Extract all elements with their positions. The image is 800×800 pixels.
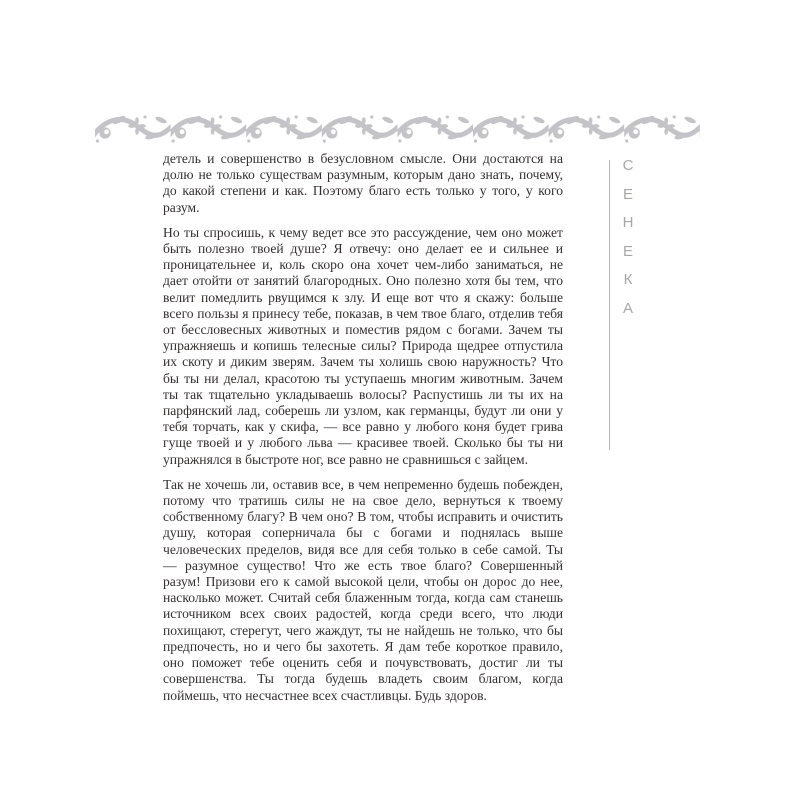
body-text <box>163 151 563 704</box>
ornament-pattern-fill <box>95 114 700 143</box>
side-title-letter: С <box>622 157 634 174</box>
side-title-letter: А <box>622 299 633 317</box>
body-paragraph: детель и совершенство в безусловном смысле. Они достаются на долю не только существам разумным, которым дано знать, почему, до какой степени и как. Поэтому благо есть только у того, у кого разум. <box>163 151 563 215</box>
side-title-letter: К <box>623 271 633 289</box>
side-title-letter: Н <box>622 214 634 232</box>
ornament-band <box>95 114 700 143</box>
body-paragraph: Но ты спросишь, к чему ведет все это рассуждение, чем оно может быть полезно твоей душе? Я отвечу: оно делает ее и сильнее и проницательнее и, коль скоро она хочет чем-либо заниматься, не дает отойти от занятий благородных. Оно полезно хотя бы тем, что велит помедлить рвущимся к злу. И еще вот что я скажу: больше всего пользы я принесу тебе, показав, в чем твое благо, отделив тебя от бессловесных животных и поместив рядом с богами. Зачем ты упражняешь и копишь телесные силы? Природа щедрее отпустила их скоту и диким зверям. Зачем ты холишь свою наружность? Что бы ты ни делал, красотою ты уступаешь многим животным. Зачем ты так тщательно укладываешь волосы? Распустишь ли ты их на парфянский лад, соберешь ли узлом, как германцы, будут ли они у тебя торчать, как у скифа, — все равно у любого коня будет грива гуще твоей и у любого льва — красивее твоей. Сколько бы ты ни упражнялся в быстроте ног, все равно не сравнишься с зайцем. <box>163 224 563 467</box>
side-title-letter: Е <box>622 242 633 260</box>
side-title-letter: Е <box>622 185 633 203</box>
body-paragraph: Так не хочешь ли, оставив все, в чем непременно будешь побежден, потому что тратишь силы не на свое дело, вернуться к твоему собственному благу? В чем оно? В том, чтобы исправить и очистить душу, которая соперничала бы с богами и поднялась выше человеческих пределов, видя все для себя только в себе самой. Ты — разумное существо! Что же есть твое благо? Совершенный разум! Призови его к самой высокой цели, чтобы он дорос до нее, насколько может. Считай себя блаженным тогда, когда сам станешь источником всех своих радостей, когда среди всего, что люди похищают, стерегут, чего жаждут, ты не найдешь не только, что бы предпочесть, но и чего бы захотеть. Я дам тебе короткое правило, оно поможет тебе оценить себя и почувствовать, достиг ли ты совершенства. Ты тогда будешь владеть своим благом, когда поймешь, что несчастнее всех счастливцы. Будь здоров. <box>163 476 563 703</box>
side-title-seneca <box>617 157 639 329</box>
margin-rule <box>609 160 610 450</box>
